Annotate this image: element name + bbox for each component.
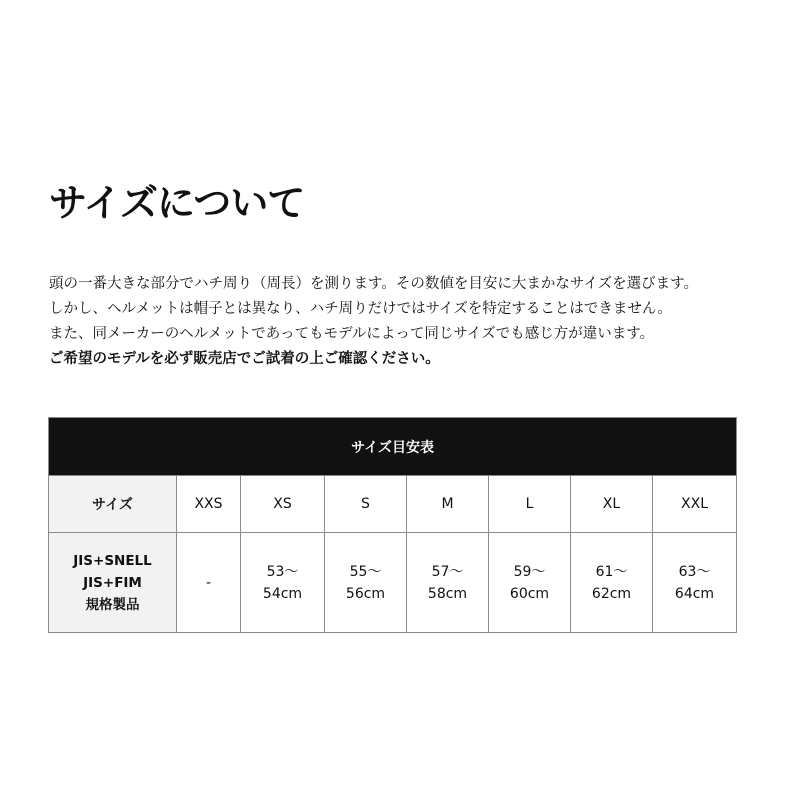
value-range-start: 57～ [431,563,464,580]
value-range-end: 62cm [591,585,632,602]
value-range-start: 53～ [266,563,299,580]
value-range-start: 59～ [513,563,546,580]
size-cell: XXS [177,476,241,533]
intro-line-4-notice: ご希望のモデルを必ず販売店でご試着の上ご確認ください。 [49,351,440,367]
value-cell [407,533,489,633]
page-title: サイズについて [49,181,305,225]
size-guide-table [48,417,737,633]
value-cell [325,533,407,633]
size-row-label: サイズ [49,476,177,533]
standard-label-line: JIS+FIM [83,574,142,591]
value-cell [571,533,653,633]
value-range-start: 63～ [678,563,711,580]
size-cell: S [325,476,407,533]
intro-text [49,272,769,372]
standard-row-label [49,533,177,633]
value-cell [653,533,737,633]
intro-line-2: しかし、ヘルメットは帽子とは異なり、ハチ周りだけではサイズを特定することはできません。 [49,301,672,317]
table-header: サイズ目安表 [49,418,737,476]
value-cell [489,533,571,633]
value-range-end: 64cm [674,585,715,602]
value-range-end: 58cm [427,585,468,602]
table-row-sizes [49,476,737,533]
value-range-end: 60cm [509,585,550,602]
size-cell: XXL [653,476,737,533]
intro-line-3: また、同メーカーのヘルメットであってもモデルによって同じサイズでも感じ方が違います。 [49,326,655,342]
size-cell: M [407,476,489,533]
table-header-row [49,418,737,476]
value-range-start: 61～ [595,563,628,580]
value-range-start: - [205,574,212,591]
size-cell: L [489,476,571,533]
size-cell: XL [571,476,653,533]
standard-label-line: 規格製品 [85,596,140,613]
table-row-head-circumference [49,533,737,633]
value-cell [177,533,241,633]
value-cell [241,533,325,633]
standard-label-line: JIS+SNELL [73,552,152,569]
value-range-end: 54cm [262,585,303,602]
intro-line-1: 頭の一番大きな部分でハチ周り（周長）を測ります。その数値を目安に大まかなサイズを選びます。 [49,276,699,292]
value-range-end: 56cm [345,585,386,602]
size-cell: XS [241,476,325,533]
value-range-start: 55～ [349,563,382,580]
